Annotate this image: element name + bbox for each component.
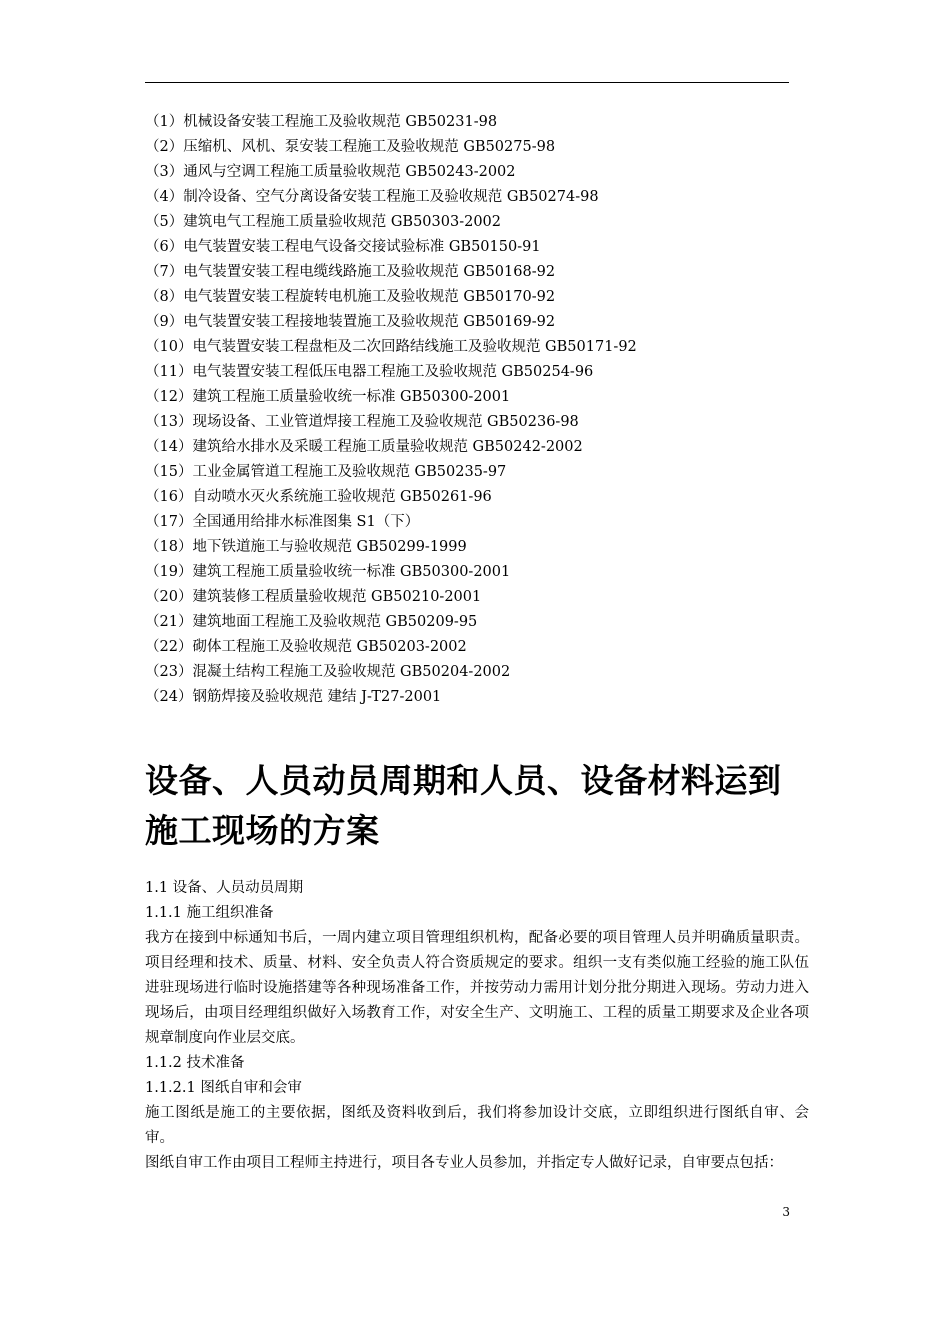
list-item: （1）机械设备安装工程施工及验收规范 GB50231-98	[145, 114, 498, 130]
list-item: （4）制冷设备、空气分离设备安装工程施工及验收规范 GB50274-98	[145, 189, 599, 205]
list-item: （23）混凝土结构工程施工及验收规范 GB50204-2002	[145, 664, 511, 680]
list-item: （16）自动喷水灭火系统施工验收规范 GB50261-96	[145, 489, 492, 505]
list-item: （17）全国通用给排水标准图集 S1（下）	[145, 514, 420, 530]
heading-1-1-1: 1.1.1 施工组织准备	[145, 905, 274, 921]
reference-standards-list	[145, 110, 805, 710]
list-item: （3）通风与空调工程施工质量验收规范 GB50243-2002	[145, 164, 516, 180]
list-item: （19）建筑工程施工质量验收统一标准 GB50300-2001	[145, 564, 511, 580]
list-item: （14）建筑给水排水及采暖工程施工质量验收规范 GB50242-2002	[145, 439, 583, 455]
list-item: （15）工业金属管道工程施工及验收规范 GB50235-97	[145, 464, 507, 480]
heading-1-1-2: 1.1.2 技术准备	[145, 1055, 245, 1071]
list-item: （9）电气装置安装工程接地装置施工及验收规范 GB50169-92	[145, 314, 556, 330]
heading-1-1: 1.1 设备、人员动员周期	[145, 880, 304, 896]
header-rule	[145, 82, 789, 83]
heading-1-1-2-1: 1.1.2.1 图纸自审和会审	[145, 1080, 302, 1096]
paragraph-self-review: 图纸自审工作由项目工程师主持进行，项目各专业人员参加，并指定专人做好记录，自审要点包括：	[145, 1155, 783, 1171]
list-item: （11）电气装置安装工程低压电器工程施工及验收规范 GB50254-96	[145, 364, 594, 380]
section-body	[145, 876, 809, 1176]
page-number: 3	[782, 1205, 790, 1219]
list-item: （2）压缩机、风机、泵安装工程施工及验收规范 GB50275-98	[145, 139, 556, 155]
list-item: （24）钢筋焊接及验收规范 建结 J-T27-2001	[145, 689, 442, 705]
paragraph-drawings: 施工图纸是施工的主要依据，图纸及资料收到后，我们将参加设计交底，立即组织进行图纸自审、会审。	[145, 1105, 809, 1146]
list-item: （12）建筑工程施工质量验收统一标准 GB50300-2001	[145, 389, 511, 405]
list-item: （13）现场设备、工业管道焊接工程施工及验收规范 GB50236-98	[145, 414, 579, 430]
list-item: （8）电气装置安装工程旋转电机施工及验收规范 GB50170-92	[145, 289, 556, 305]
list-item: （22）砌体工程施工及验收规范 GB50203-2002	[145, 639, 467, 655]
list-item: （7）电气装置安装工程电缆线路施工及验收规范 GB50168-92	[145, 264, 556, 280]
section-title: 设备、人员动员周期和人员、设备材料运到施工现场的方案	[145, 761, 782, 850]
paragraph-organization: 我方在接到中标通知书后，一周内建立项目管理组织机构，配备必要的项目管理人员并明确质量职责。项目经理和技术、质量、材料、安全负责人符合资质规定的要求。组织一支有类似施工经验的施工队伍进驻现场进行临时设施搭建等各种现场准备工作，并按劳动力需用计划分批分期进入现场。劳动力进入现场后，由项目经理组织做好入场教育工作，对安全生产、文明施工、工程的质量工期要求及企业各项规章制度向作业层交底。	[145, 930, 809, 1046]
list-item: （10）电气装置安装工程盘柜及二次回路结线施工及验收规范 GB50171-92	[145, 339, 637, 355]
list-item: （18）地下铁道施工与验收规范 GB50299-1999	[145, 539, 467, 555]
list-item: （20）建筑装修工程质量验收规范 GB50210-2001	[145, 589, 482, 605]
list-item: （6）电气装置安装工程电气设备交接试验标准 GB50150-91	[145, 239, 541, 255]
list-item: （21）建筑地面工程施工及验收规范 GB50209-95	[145, 614, 478, 630]
list-item: （5）建筑电气工程施工质量验收规范 GB50303-2002	[145, 214, 501, 230]
